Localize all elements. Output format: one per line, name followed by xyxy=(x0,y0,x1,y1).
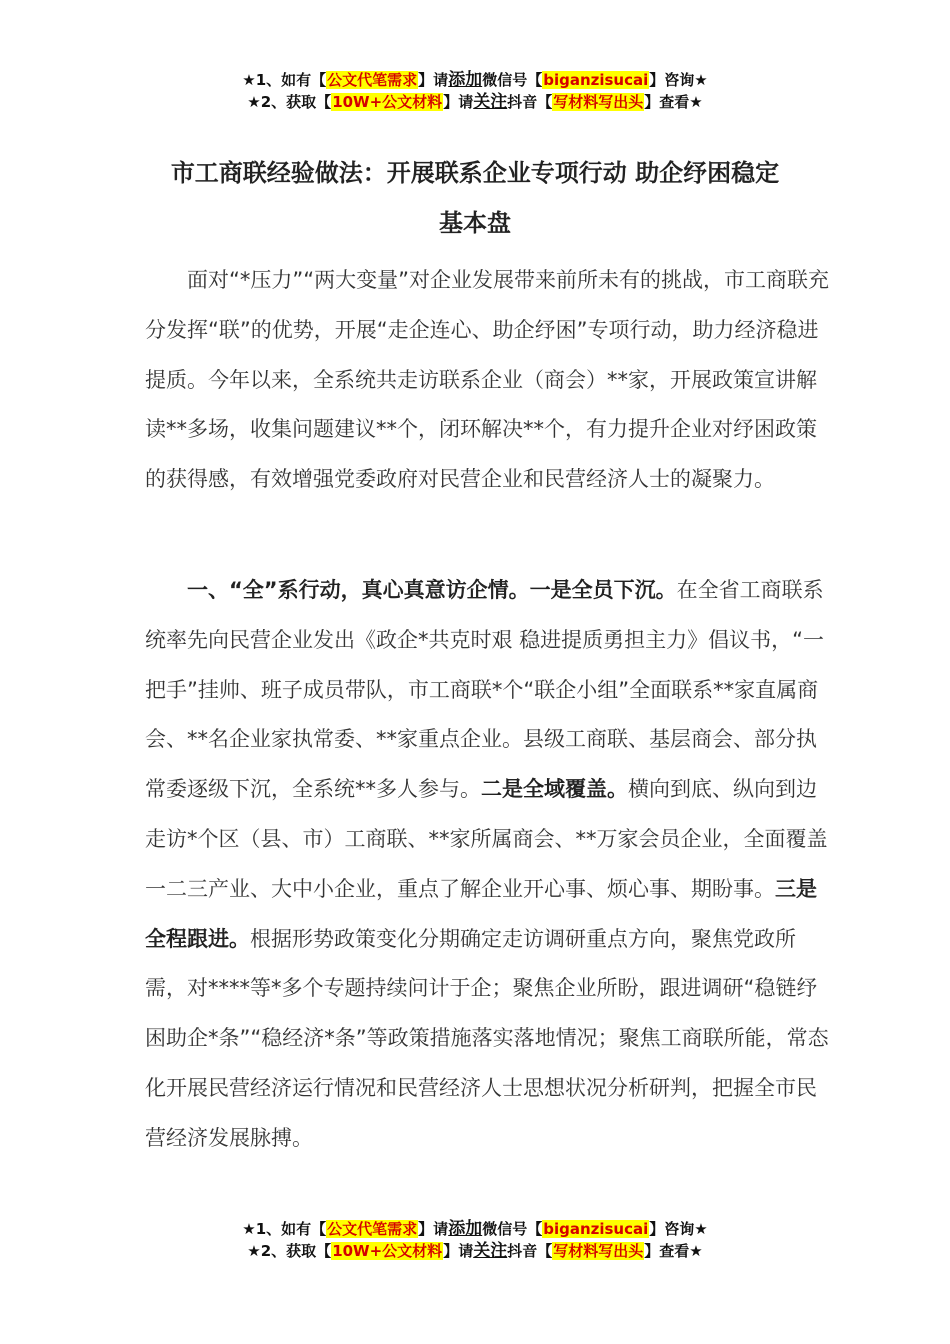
point-1-label: 一是全员下沉。 xyxy=(529,578,677,602)
promo-line-2: ★2、获取【10W+公文材料】请关注抖音【写材料写出头】查看★ xyxy=(247,92,703,112)
promo-line-1: ★1、如有【公文代笔需求】请添加微信号【biganzisucai】咨询★ xyxy=(242,1219,708,1239)
point-3-text: 根据形势政策变化分期确定走访调研重点方向，聚焦党政所需，对****等*多个专题持续问计于企；聚焦企业所盼，跟进调研“稳链纾困助企*条”“稳经济*条”等政策措施落实落地情况；聚焦工商联所能，常态化开展民营经济运行情况和民营经济人士思想状况分析研判，把握全市民营经济发展脉搏。 xyxy=(145,926,829,1150)
promo-line-2: ★2、获取【10W+公文材料】请关注抖音【写材料写出头】查看★ xyxy=(247,1241,703,1261)
section-1-paragraph xyxy=(145,566,835,1164)
highlight-wechat-id: biganzisucai xyxy=(543,1220,649,1238)
underlined-word: 关注 xyxy=(473,92,508,112)
highlight-wechat-id: biganzisucai xyxy=(543,71,649,89)
intro-paragraph: 面对“*压力”“两大变量”对企业发展带来前所未有的挑战，市工商联充分发挥“联”的优势，开展“走企连心、助企纾困”专项行动，助力经济稳进提质。今年以来，全系统共走访联系企业（商会）**家，开展政策宣讲解读**多场，收集问题建议**个，闭环解决**个，有力提升企业对纾困政策的获得感，有效增强党委政府对民营企业和民营经济人士的凝聚力。 xyxy=(145,268,830,492)
promo-line-1: ★1、如有【公文代笔需求】请添加微信号【biganzisucai】咨询★ xyxy=(242,70,708,90)
title-line-2: 基本盘 xyxy=(439,209,511,237)
promo-banner-top xyxy=(0,69,950,113)
highlight-service: 公文代笔需求 xyxy=(327,1220,418,1238)
highlight-materials: 10W+公文材料 xyxy=(332,1242,443,1260)
highlight-service: 公文代笔需求 xyxy=(327,71,418,89)
underlined-word: 添加 xyxy=(448,70,483,90)
section-1-heading: 一、“全”系行动，真心真意访企情。 xyxy=(187,578,530,602)
highlight-materials: 10W+公文材料 xyxy=(332,93,443,111)
highlight-douyin: 写材料写出头 xyxy=(553,1242,644,1260)
point-3-label: 三是全程跟进。 xyxy=(145,876,817,951)
underlined-word: 添加 xyxy=(448,1219,483,1239)
point-2-text: 横向到底、纵向到边走访*个区（县、市）工商联、**家所属商会、**万家会员企业，全面覆盖一二三产业、大中小企业，重点了解企业开心事、烦心事、期盼事。 xyxy=(145,777,828,901)
point-1-text: 在全省工商联系统率先向民营企业发出《政企*共克时艰 稳进提质勇担主力》倡议书，“一把手”挂帅、班子成员带队，市工商联*个“联企小组”全面联系**家直属商会、**名企业家执常委、**家重点企业。县级工商联、基层商会、部分执常委逐级下沉，全系统**多人参与。 xyxy=(145,578,825,802)
promo-banner-bottom xyxy=(0,1218,950,1262)
title-line-1: 市工商联经验做法：开展联系企业专项行动 助企纾困稳定 xyxy=(170,159,780,187)
underlined-word: 关注 xyxy=(473,1241,508,1261)
document-title xyxy=(120,148,830,248)
point-2-label: 二是全域覆盖。 xyxy=(481,777,628,802)
highlight-douyin: 写材料写出头 xyxy=(553,93,644,111)
